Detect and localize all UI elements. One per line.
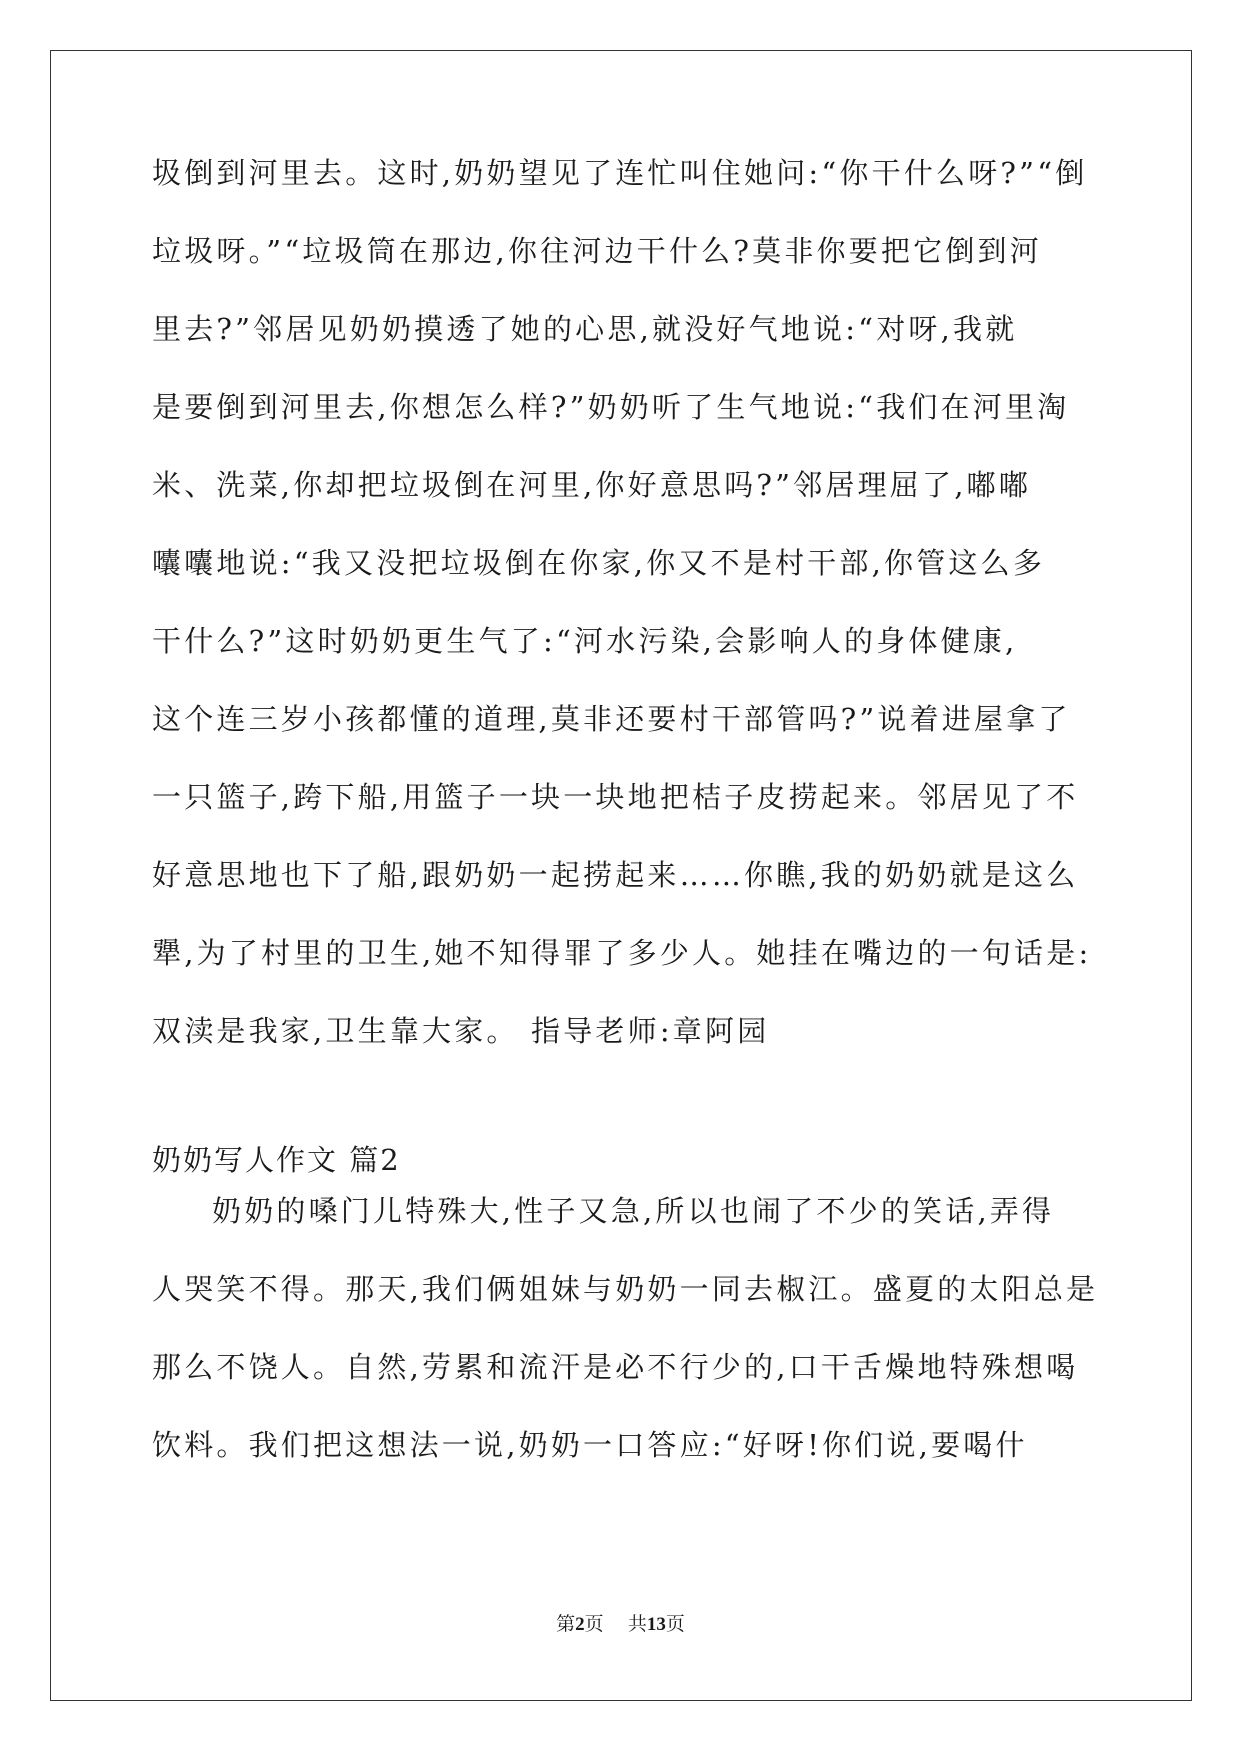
total-suffix: 页 (665, 1613, 685, 1635)
section-heading: 奶奶写人作文 篇2 (152, 1143, 401, 1177)
page-number: 2 (575, 1614, 585, 1635)
total-pages: 13 (646, 1614, 666, 1635)
text-line: 圾倒到河里去。这时,奶奶望见了连忙叫住她问:“你干什么呀?”“倒 (152, 156, 1088, 190)
total-prefix: 共 (627, 1613, 647, 1635)
text-line: 人哭笑不得。那天,我们俩姐妹与奶奶一同去椒江。盛夏的太阳总是 (152, 1272, 1099, 1306)
text-line: 奶奶的嗓门儿特殊大,性子又急,所以也闹了不少的笑话,弄得 (212, 1194, 1055, 1228)
page-prefix: 第 (556, 1613, 576, 1635)
text-line: 米、洗菜,你却把垃圾倒在河里,你好意思吗?”邻居理屈了,嘟嘟 (152, 468, 1032, 502)
text-line: 囔囔地说:“我又没把垃圾倒在你家,你又不是村干部,你管这么多 (152, 546, 1046, 580)
text-line: 犟,为了村里的卫生,她不知得罪了多少人。她挂在嘴边的一句话是: (152, 936, 1092, 970)
text-line: 干什么?”这时奶奶更生气了:“河水污染,会影响人的身体健康, (152, 624, 1018, 658)
text-line: 饮料。我们把这想法一说,奶奶一口答应:“好呀!你们说,要喝什 (152, 1428, 1028, 1462)
text-line: 双渎是我家,卫生靠大家。 指导老师:章阿园 (152, 1014, 770, 1048)
page-footer (0, 1612, 1241, 1637)
text-line: 一只篮子,跨下船,用篮子一块一块地把桔子皮捞起来。邻居见了不 (152, 780, 1079, 814)
text-line: 这个连三岁小孩都懂的道理,莫非还要村干部管吗?”说着进屋拿了 (152, 702, 1071, 736)
text-line: 垃圾呀。”“垃圾筒在那边,你往河边干什么?莫非你要把它倒到河 (152, 234, 1042, 268)
text-line: 是要倒到河里去,你想怎么样?”奶奶听了生气地说:“我们在河里淘 (152, 390, 1070, 424)
text-line: 那么不饶人。自然,劳累和流汗是必不行少的,口干舌燥地特殊想喝 (152, 1350, 1079, 1384)
page-suffix: 页 (584, 1613, 604, 1635)
paragraph-1 (152, 134, 1092, 1070)
paragraph-2 (152, 1172, 1099, 1484)
text-line: 好意思地也下了船,跟奶奶一起捞起来……你瞧,我的奶奶就是这么 (152, 858, 1079, 892)
text-line: 里去?”邻居见奶奶摸透了她的心思,就没好气地说:“对呀,我就 (152, 312, 1018, 346)
